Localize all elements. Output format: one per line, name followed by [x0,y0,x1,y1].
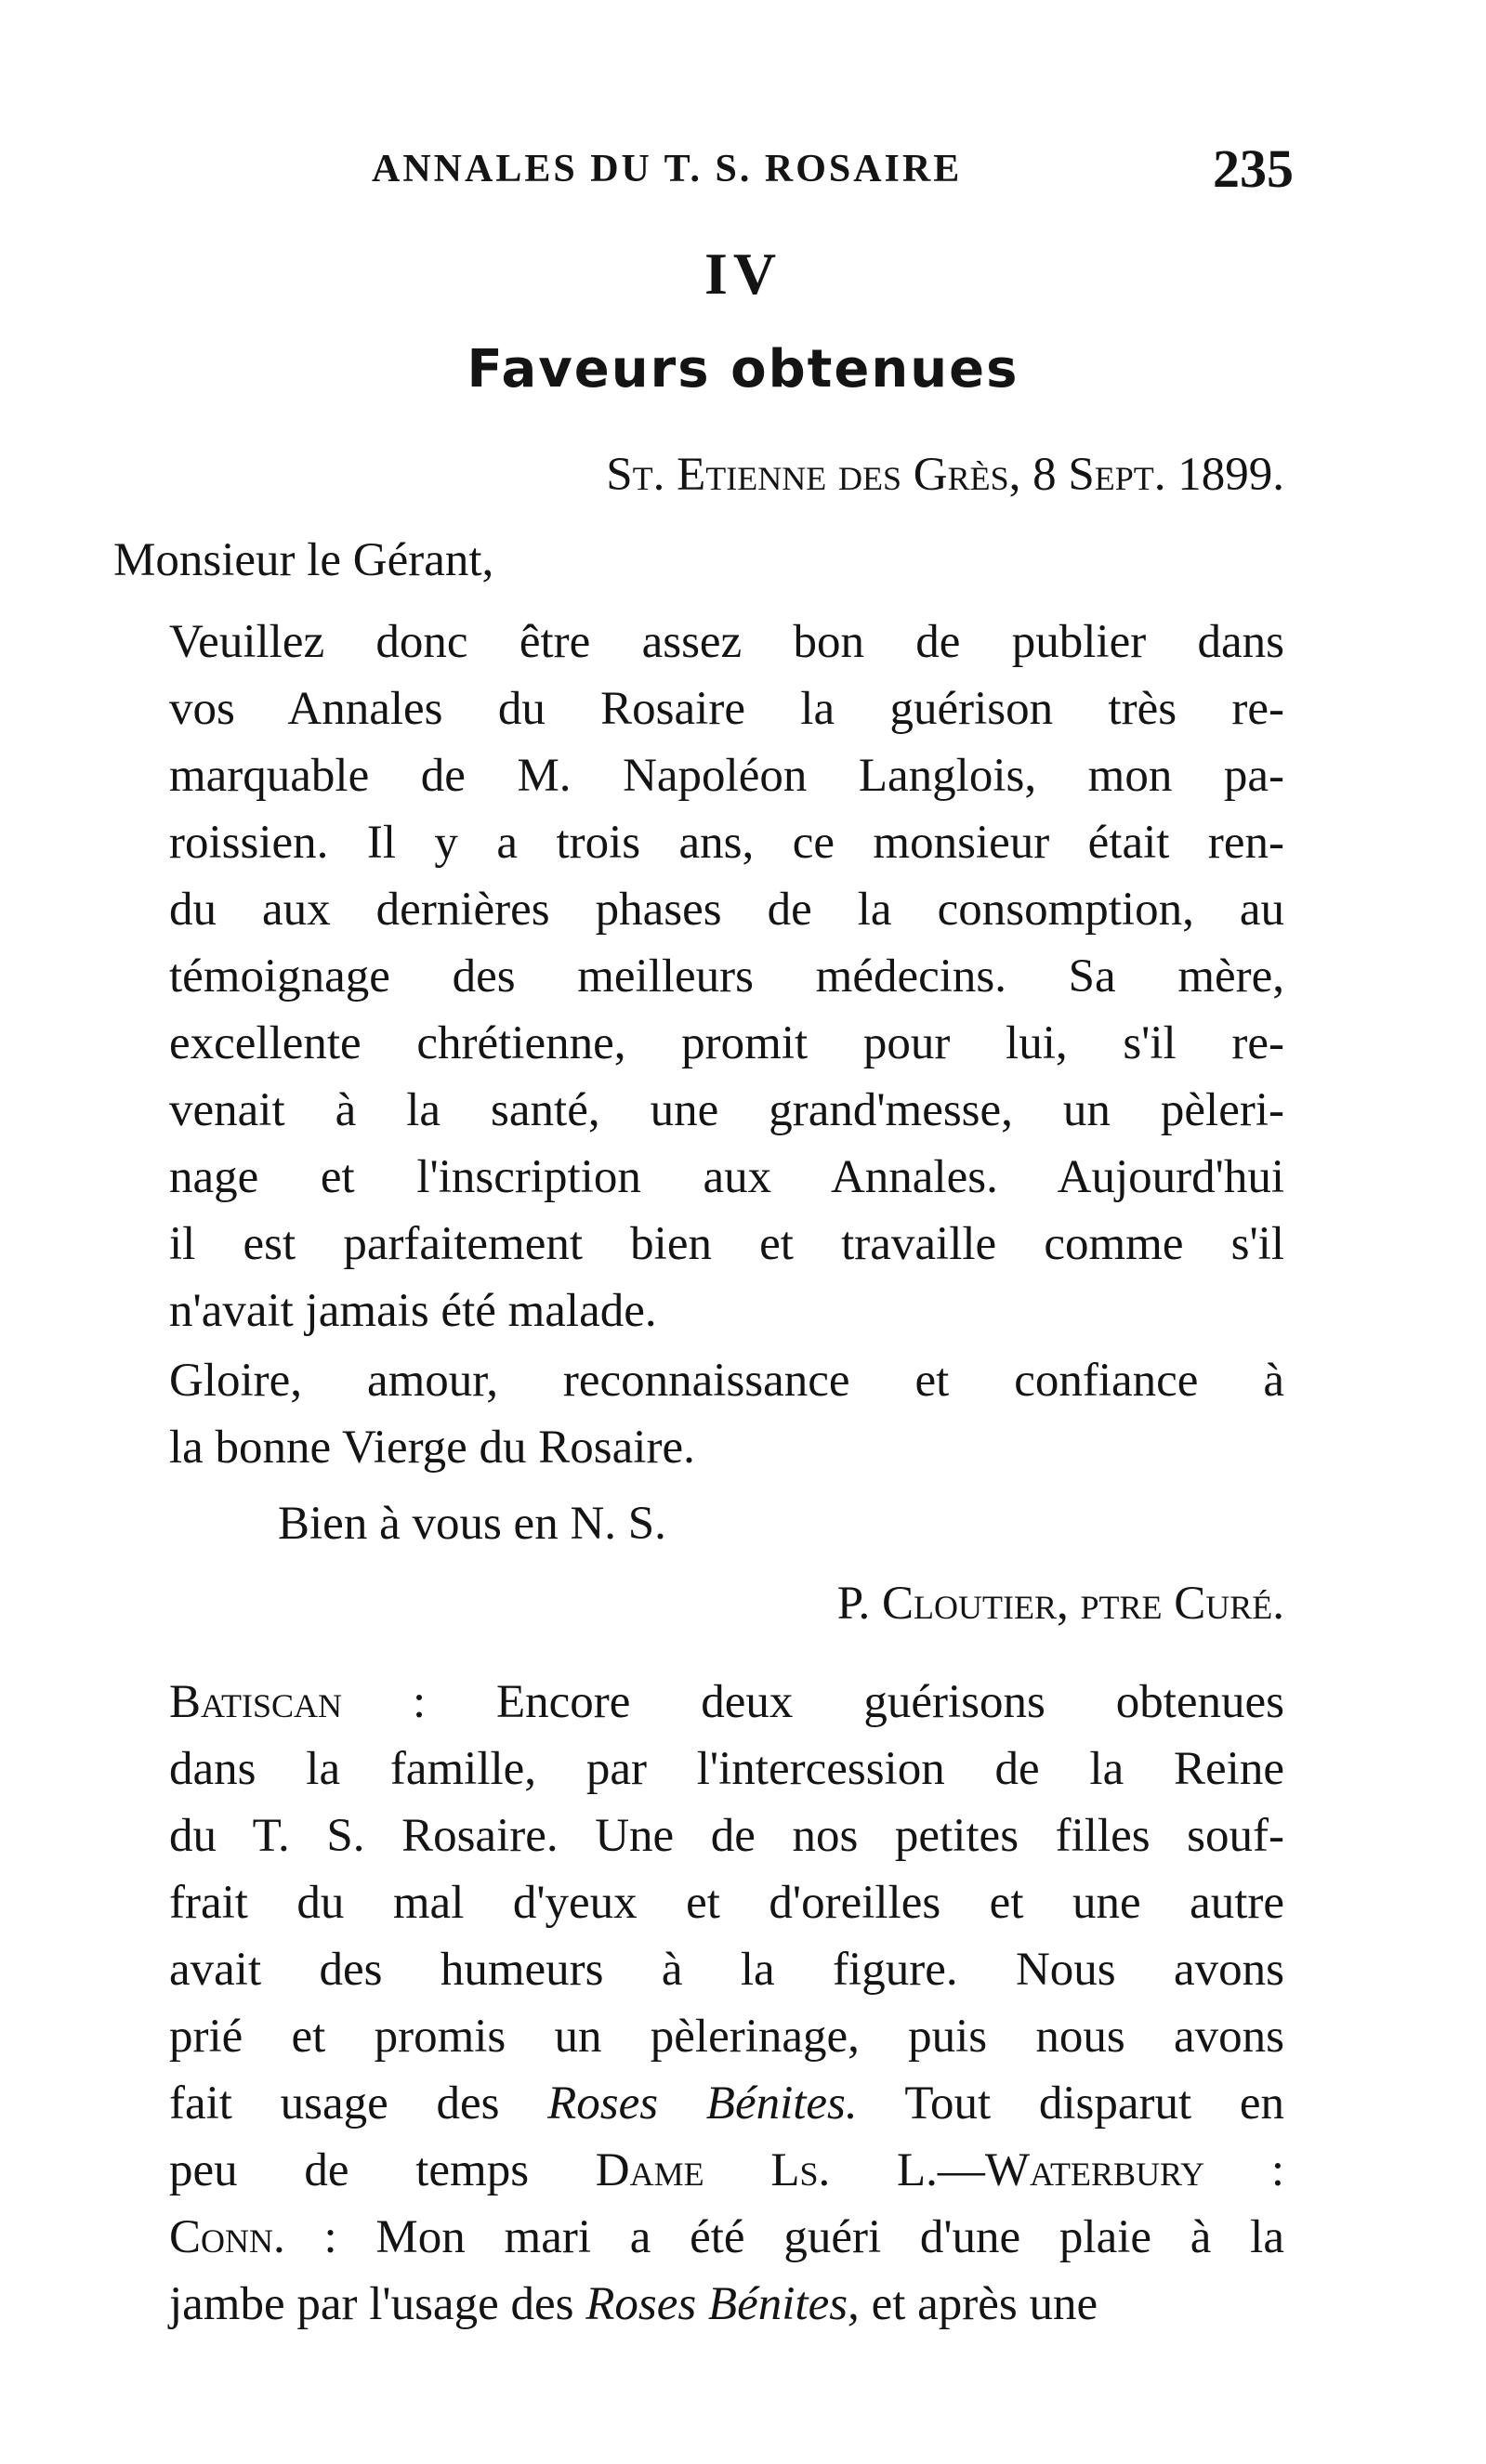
text-run: et après une [859,2278,1098,2330]
text-line [113,1869,1284,1936]
letter-signature [113,1570,1299,1637]
text-line: venait à la santé, une grand'messe, un pèleri- [169,1084,1284,1136]
text-line [113,2271,1284,2338]
dateline-text: St. Etienne des Grès, 8 Sept. 1899. [606,449,1284,501]
text-run: avait des humeurs à la figure. Nous avons [169,1944,1284,1996]
text-run: : Mon mari a été guéri d'une plaie à la [284,2211,1284,2263]
text-line: excellente chrétienne, promit pour lui, s'il re- [169,1017,1284,1069]
text-line [113,2070,1284,2137]
text-line: témoignage des meilleurs médecins. Sa mère, [169,950,1284,1003]
text-run: Tout disparut en [857,2077,1284,2130]
text-run: peu de temps [169,2144,596,2196]
text-run: fait usage des [169,2077,548,2130]
text-run: : Encore deux guérisons obtenues [342,1676,1284,1728]
text-line [113,1736,1284,1802]
section-numeral: IV [704,241,782,307]
section-title: Faveurs obtenues [467,339,1019,400]
text-run: jambe par l'usage des [169,2278,586,2330]
running-title: ANNALES DU T. S. ROSAIRE [372,148,963,190]
letter-dateline [113,441,1294,508]
text-line [113,1669,1284,1736]
page-number: 235 [1213,138,1294,199]
text-line: vos Annales du Rosaire la guérison très re- [169,683,1284,735]
small-caps-name: Batiscan [169,1676,343,1728]
text-line: roissien. Il y a trois ans, ce monsieur était ren- [169,817,1284,869]
text-run: prié et promis un pèlerinage, puis nous avons [169,2011,1284,2063]
text-line [113,1802,1284,1869]
letter-body [113,609,1284,1344]
text-line: du aux dernières phases de la consomption, au [169,884,1284,936]
text-line [113,2137,1284,2204]
small-caps-name: Dame Ls. L.—Waterbury [595,2144,1205,2196]
text-line: n'avait jamais été malade. [169,1285,657,1337]
text-run: frait du mal d'yeux et d'oreilles et une autre [169,1877,1284,1929]
text-line: Veuillez donc être assez bon de publier dans [169,616,1284,668]
letter-salutation: Monsieur le Gérant, [113,534,494,586]
text-line: la bonne Vierge du Rosaire. [169,1422,695,1474]
text-line: nage et l'inscription aux Annales. Aujourd'hui [169,1151,1284,1203]
testimony-paragraph [113,1669,1284,2338]
text-line [113,2204,1284,2271]
signature-text: P. Cloutier, ptre Curé. [836,1578,1284,1630]
text-line [113,2003,1284,2070]
italic-phrase: Roses Bénites, [585,2278,860,2330]
text-run: dans la famille, par l'intercession de la Reine [169,1743,1284,1795]
text-run: : [1204,2144,1284,2196]
italic-phrase: Roses Bénites. [547,2077,858,2130]
text-line: marquable de M. Napoléon Langlois, mon pa- [169,750,1284,802]
text-run: du T. S. Rosaire. Une de nos petites filles souf- [169,1810,1284,1862]
page-header [112,138,1320,203]
small-caps-name: Conn. [169,2211,285,2263]
text-line: il est parfaitement bien et travaille comme s'il [169,1218,1284,1270]
text-line: Gloire, amour, reconnaissance et confiance à [169,1355,1284,1407]
text-line [113,1936,1284,2003]
letter-closing [113,1347,1284,1481]
letter-signoff: Bien à vous en N. S. [278,1498,666,1550]
